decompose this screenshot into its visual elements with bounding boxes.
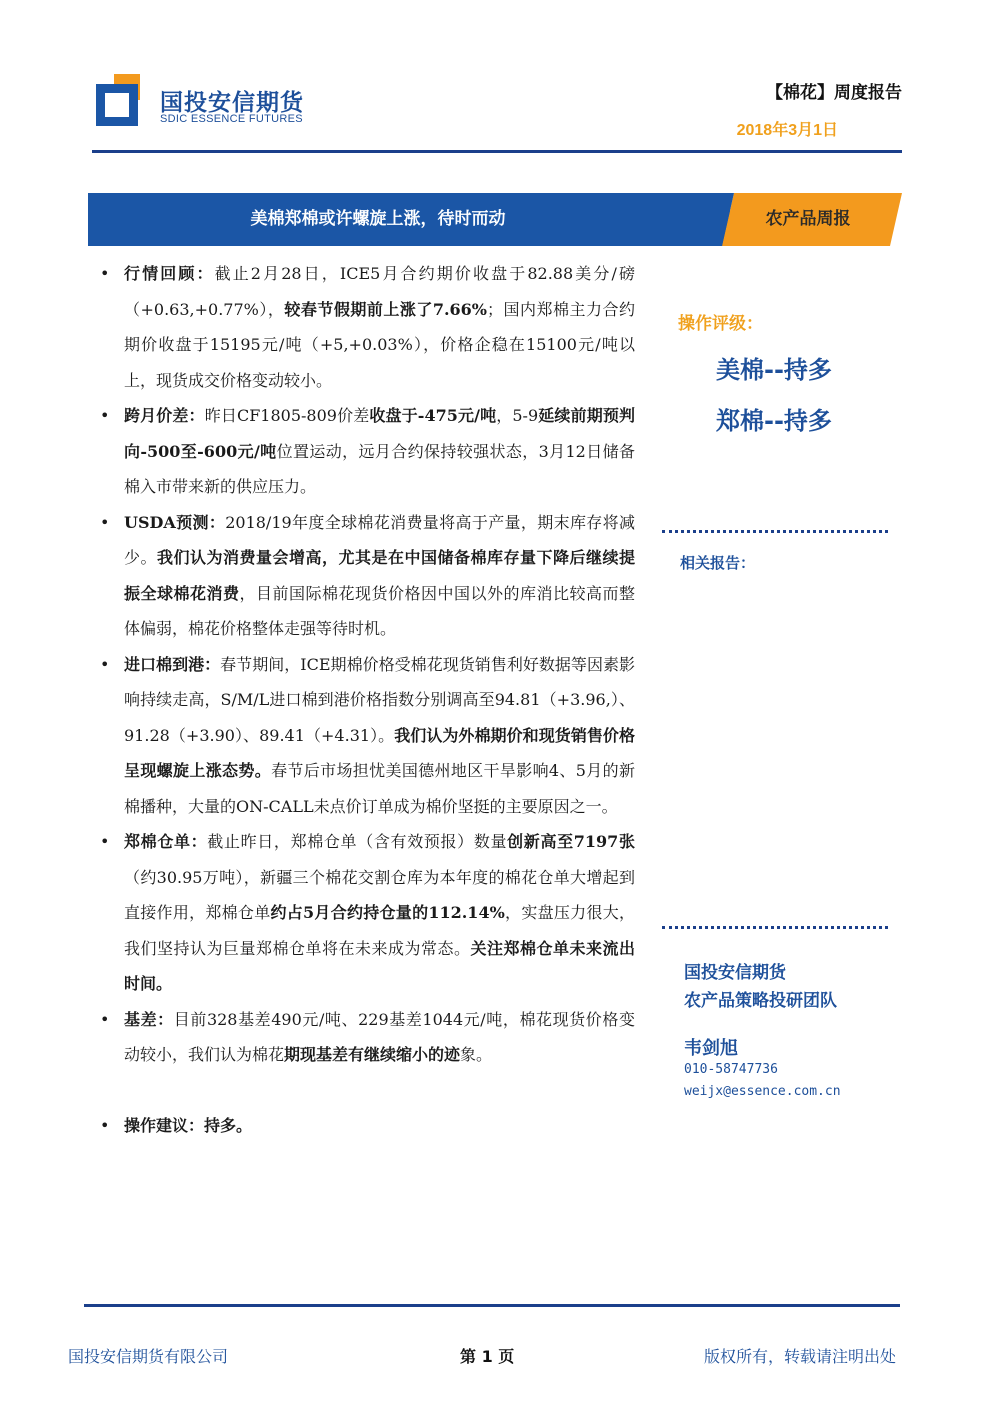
bullet-emphasis: 约占5月合约持仓量的112.14% [270,903,505,922]
report-title: 美棉郑棉或许螺旋上涨，待时而动 [250,209,506,229]
bullet-label: 行情回顾： [124,264,215,283]
bullet-label: 进口棉到港： [124,654,221,674]
bullet-text: 春节后市场担忧美国德州地区干旱影响4、5月的新棉播种，大量的ON-CALL未点价订单成为棉价坚挺的主要原因之一。 [124,761,635,816]
bullet-item [100,824,635,1002]
bullet-emphasis: 延续前期预判向-500至-600元/吨 [124,406,635,461]
bullet-dot-icon: • [100,512,110,532]
bullet-item [100,505,635,647]
bullet-dot-icon: • [100,832,110,851]
bullet-item [100,398,635,505]
team-name: 农产品策略投研团队 [684,991,837,1011]
bullet-text: ，目前国际棉花现货价格因中国以外的库消比较高而整体偏弱，棉花价格整体走强等待时机。 [124,583,635,638]
bullet-item [100,256,635,398]
bullet-dot-icon: • [100,406,110,425]
bullet-item [100,1002,635,1073]
bullet-emphasis: 我们认为外棉期价和现货销售价格呈现螺旋上涨态势。 [124,725,635,780]
related-reports-label: 相关报告： [680,554,756,572]
analyst-email[interactable]: weijx@essence.com.cn [684,1084,841,1099]
bullet-text: ，实盘压力很大，我们坚持认为巨量郑棉仓单将在未来成为常态。 [124,903,635,958]
footer-company: 国投安信期货有限公司 [68,1347,229,1366]
bullet-label: 操作建议： [124,1115,205,1135]
bullet-text: 截止2月28日，ICE5月合约期价收盘于82.88美分/磅（+0.63,+0.77%）， [124,264,635,319]
bullet-emphasis: 我们认为消费量会增高，尤其是在中国储备棉库存量下降后继续提振全球棉花消费 [124,548,635,603]
report-date: 2018年3月1日 [736,122,838,139]
bullet-label: 基差： [124,1009,174,1029]
footer-divider [84,1304,900,1307]
analyst-phone: 010-58747736 [684,1062,778,1077]
company-name-cn: 国投安信期货 [160,90,304,116]
bullet-label: 郑棉仓单： [124,832,208,851]
bullet-dot-icon: • [100,1115,110,1135]
bullet-label: 跨月价差： [124,406,205,425]
page-number: 第 1 页 [460,1347,515,1366]
bullet-emphasis: 收盘于-475元/吨 [369,406,497,425]
rating-label: 操作评级： [678,314,763,334]
team-company: 国投安信期货 [684,963,786,983]
bullet-text: ，5-9 [496,406,539,425]
bullet-item [100,647,635,825]
bullet-dot-icon: • [100,1009,110,1029]
bullet-text: 位置运动，远月合约保持较强状态，3月12日储备棉入市带来新的供应压力。 [124,441,635,496]
bullet-dot-icon: • [100,654,110,674]
bullet-text: 昨日CF1805-809价差 [204,406,370,425]
category-tag: 农产品周报 [765,209,851,229]
company-name-en: SDIC ESSENCE FUTURES [160,113,303,125]
analyst-name: 韦剑旭 [684,1038,738,1059]
report-type: 【棉花】周度报告 [766,83,902,103]
company-logo [96,74,150,128]
bullet-text: 目前328基差490元/吨、229基差1044元/吨，棉花现货价格变动较小，我们认为棉花 [124,1009,635,1064]
dotted-divider [662,926,888,929]
bullet-emphasis: 较春节假期前上涨了7.66% [284,299,487,319]
dotted-divider [662,530,888,533]
bullet-emphasis: 创新高至7197张 [507,832,635,851]
footer-copyright: 版权所有，转载请注明出处 [704,1347,897,1366]
bullet-label: USDA预测： [124,512,226,532]
bullet-emphasis: 持多。 [204,1115,253,1135]
bullet-text: 春节期间，ICE期棉价格受棉花现货销售利好数据等因素影响持续走高，S/M/L进口棉到港价格指数分别调高至94.81（+3.96,）、91.28（+3.90）、89.41（+4.31）。 [124,654,635,745]
header-divider [92,150,902,153]
bullet-text: ；国内郑棉主力合约期价收盘于15195元/吨（+5,+0.03%），价格企稳在15100元/吨以上，现货成交价格变动较小。 [124,299,635,390]
rating-zz-cotton: 郑棉--持多 [716,407,832,435]
bullet-text: 截止昨日，郑棉仓单（含有效预报）数量 [207,832,508,851]
bullet-emphasis: 关注郑棉仓单未来流出时间。 [124,938,635,993]
bullet-text: （约30.95万吨），新疆三个棉花交割仓库为本年度的棉花仓单大增起到直接作用，郑棉仓单 [124,867,635,922]
bullet-text: 2018/19年度全球棉花消费量将高于产量，期末库存将减少。 [124,512,635,567]
rating-us-cotton: 美棉--持多 [716,356,832,384]
bullet-text: 象。 [460,1045,493,1064]
bullet-emphasis: 期现基差有继续缩小的迹 [284,1045,461,1064]
bullet-dot-icon: • [100,264,110,283]
bullet-item [100,1108,635,1144]
bullet-list [100,256,635,1143]
